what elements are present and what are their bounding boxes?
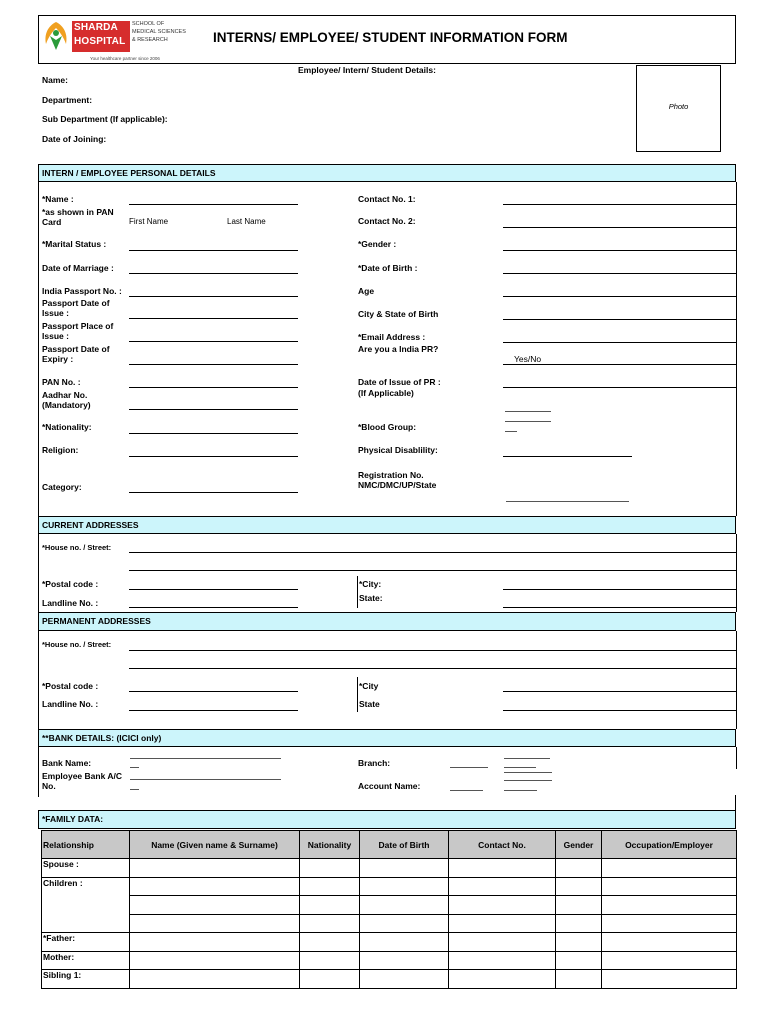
first-name-label: First Name xyxy=(129,217,169,226)
table-row xyxy=(42,896,737,915)
email-field[interactable] xyxy=(503,342,736,343)
photo-label: Photo xyxy=(668,102,689,111)
dash-line xyxy=(505,411,551,412)
table-cell[interactable] xyxy=(360,859,449,878)
table-cell[interactable] xyxy=(602,914,737,933)
left-border xyxy=(38,534,39,612)
current-landline-field[interactable] xyxy=(129,607,298,608)
column-header: Gender xyxy=(556,831,602,859)
registration-no-field[interactable] xyxy=(506,501,629,502)
dash-line xyxy=(504,780,552,781)
current-state-label: State: xyxy=(359,593,383,603)
contact2-label: Contact No. 2: xyxy=(358,216,416,226)
column-header: Nationality xyxy=(300,831,360,859)
column-divider xyxy=(357,677,358,712)
column-header: Occupation/Employer xyxy=(602,831,737,859)
details-section-label: Employee/ Intern/ Student Details: xyxy=(298,65,436,75)
relationship-cell: Sibling 1: xyxy=(42,970,130,989)
city-state-birth-field[interactable] xyxy=(503,319,736,320)
marital-status-field[interactable] xyxy=(129,250,298,251)
pan-no-field[interactable] xyxy=(129,387,298,388)
table-row xyxy=(42,933,737,952)
table-cell[interactable] xyxy=(449,877,556,896)
table-cell[interactable] xyxy=(300,859,360,878)
table-cell[interactable] xyxy=(602,877,737,896)
dob-field[interactable] xyxy=(503,273,736,274)
table-cell[interactable] xyxy=(602,970,737,989)
column-divider xyxy=(357,576,358,608)
passport-date-issue-label: Passport Date of Issue : xyxy=(42,298,110,318)
table-cell[interactable] xyxy=(602,896,737,915)
permanent-landline-label: Landline No. : xyxy=(42,699,99,709)
dash-line xyxy=(130,767,139,768)
age-field[interactable] xyxy=(503,296,736,297)
table-cell[interactable] xyxy=(360,970,449,989)
table-cell[interactable] xyxy=(556,859,602,878)
right-border xyxy=(736,747,737,769)
marital-status-label: *Marital Status : xyxy=(42,239,107,249)
current-landline-label: Landline No. : xyxy=(42,598,99,608)
permanent-state-label: State xyxy=(359,699,380,709)
table-cell[interactable] xyxy=(556,933,602,952)
nationality-label: *Nationality: xyxy=(42,422,92,432)
details-date-of-joining-label: Date of Joining: xyxy=(42,134,107,144)
dash-line xyxy=(505,421,551,422)
permanent-state-field[interactable] xyxy=(503,710,736,711)
india-pr-label: Are you a India PR? xyxy=(358,344,439,354)
dash-line xyxy=(505,431,517,432)
permanent-house-field[interactable] xyxy=(129,650,736,651)
hospital-logo xyxy=(42,18,186,64)
dash-line xyxy=(504,790,537,791)
name-label: *Name : xyxy=(42,194,74,204)
table-cell[interactable] xyxy=(449,970,556,989)
date-issue-pr-label: Date of Issue of PR : xyxy=(358,377,441,387)
table-cell[interactable] xyxy=(300,896,360,915)
city-state-birth-label: City & State of Birth xyxy=(358,309,439,319)
account-name-label: Account Name: xyxy=(358,781,421,791)
table-cell[interactable] xyxy=(360,933,449,952)
bank-name-field[interactable] xyxy=(130,758,281,759)
table-row xyxy=(42,859,737,878)
current-city-label: *City: xyxy=(359,579,382,589)
category-label: Category: xyxy=(42,482,82,492)
account-no-field[interactable] xyxy=(130,779,281,780)
branch-label: Branch: xyxy=(358,758,391,768)
date-of-marriage-label: Date of Marriage : xyxy=(42,263,114,273)
dash-line xyxy=(504,772,552,773)
left-border xyxy=(38,631,39,729)
logo-school-line3: & RESEARCH xyxy=(132,37,168,43)
logo-brand-line2: HOSPITAL xyxy=(74,36,126,47)
bank-name-label: Bank Name: xyxy=(42,758,92,768)
column-header: Name (Given name & Surname) xyxy=(130,831,300,859)
permanent-landline-field[interactable] xyxy=(129,710,298,711)
table-cell[interactable] xyxy=(300,914,360,933)
family-table-header xyxy=(42,831,737,859)
logo-school-text xyxy=(132,20,186,44)
bank-details-heading: **BANK DETAILS: (ICICI only) xyxy=(38,729,736,747)
relationship-cell xyxy=(42,914,130,933)
right-border xyxy=(736,182,737,516)
table-cell[interactable] xyxy=(130,877,300,896)
table-cell[interactable] xyxy=(602,951,737,970)
religion-label: Religion: xyxy=(42,445,79,455)
logo-school-line2: MEDICAL SCIENCES xyxy=(132,29,186,35)
permanent-address-heading: PERMANENT ADDRESSES xyxy=(38,612,736,631)
aadhar-field[interactable] xyxy=(129,409,298,410)
details-name-label: Name: xyxy=(42,75,68,85)
details-sub-department-label: Sub Department (If applicable): xyxy=(42,114,168,124)
table-row xyxy=(42,970,737,989)
blood-group-label: *Blood Group: xyxy=(358,422,417,432)
date-issue-pr-field[interactable] xyxy=(503,387,736,388)
table-cell[interactable] xyxy=(130,933,300,952)
permanent-house-field-line2[interactable] xyxy=(129,668,736,669)
table-cell[interactable] xyxy=(602,933,737,952)
pan-note-label: *as shown in PAN Card xyxy=(42,207,114,227)
passport-date-issue-field[interactable] xyxy=(129,318,298,319)
name-field[interactable] xyxy=(129,204,298,205)
dob-label: *Date of Birth : xyxy=(358,263,418,273)
current-house-field[interactable] xyxy=(129,552,736,553)
contact1-label: Contact No. 1: xyxy=(358,194,416,204)
current-house-field-line2[interactable] xyxy=(129,570,736,571)
permanent-postal-field[interactable] xyxy=(129,691,298,692)
email-label: *Email Address : xyxy=(358,332,426,342)
if-applicable-label: (If Applicable) xyxy=(358,388,414,398)
table-cell[interactable] xyxy=(449,914,556,933)
table-cell[interactable] xyxy=(130,970,300,989)
gender-field[interactable] xyxy=(503,250,736,251)
current-house-label: *House no. / Street: xyxy=(42,543,112,552)
hospital-logo-icon xyxy=(42,18,70,56)
logo-tagline: Your healthcare partner since 2006 xyxy=(90,56,160,61)
details-department-label: Department: xyxy=(42,95,93,105)
permanent-postal-label: *Postal code : xyxy=(42,681,99,691)
passport-date-expiry-field[interactable] xyxy=(129,364,298,365)
gender-label: *Gender : xyxy=(358,239,397,249)
relationship-cell xyxy=(42,896,130,915)
passport-place-issue-field[interactable] xyxy=(129,341,298,342)
relationship-cell: Spouse : xyxy=(42,859,130,878)
table-cell[interactable] xyxy=(556,970,602,989)
table-cell[interactable] xyxy=(300,970,360,989)
relationship-cell: *Father: xyxy=(42,933,130,952)
family-table xyxy=(41,830,737,989)
table-cell[interactable] xyxy=(449,896,556,915)
right-border xyxy=(735,795,736,810)
permanent-house-label: *House no. / Street: xyxy=(42,640,112,649)
column-header: Relationship xyxy=(42,831,130,859)
form-title: INTERNS/ EMPLOYEE/ STUDENT INFORMATION FORM xyxy=(213,30,568,45)
date-of-marriage-field[interactable] xyxy=(129,273,298,274)
last-name-label: Last Name xyxy=(227,217,266,226)
age-label: Age xyxy=(358,286,375,296)
table-row xyxy=(42,877,737,896)
permanent-city-label: *City xyxy=(359,681,379,691)
table-cell[interactable] xyxy=(360,951,449,970)
category-field[interactable] xyxy=(129,492,298,493)
contact1-field[interactable] xyxy=(503,204,736,205)
table-cell[interactable] xyxy=(360,877,449,896)
table-cell[interactable] xyxy=(556,896,602,915)
table-cell[interactable] xyxy=(360,896,449,915)
india-passport-label: India Passport No. : xyxy=(42,286,122,296)
personal-details-heading: INTERN / EMPLOYEE PERSONAL DETAILS xyxy=(38,164,736,182)
photo-box xyxy=(636,65,721,152)
physical-disability-label: Physical Disablility: xyxy=(358,445,438,455)
logo-school-line1: SCHOOL OF xyxy=(132,21,165,27)
india-pr-field[interactable] xyxy=(503,364,736,365)
current-address-heading: CURRENT ADDRESSES xyxy=(38,516,736,534)
table-cell[interactable] xyxy=(602,859,737,878)
table-row xyxy=(42,914,737,933)
right-border xyxy=(736,631,737,729)
left-border xyxy=(38,182,39,516)
branch-field[interactable] xyxy=(450,767,488,768)
india-pr-yes-no[interactable]: Yes/No xyxy=(514,354,542,364)
nationality-field[interactable] xyxy=(129,433,298,434)
table-cell[interactable] xyxy=(449,951,556,970)
relationship-cell: Children : xyxy=(42,877,130,896)
logo-brand-block xyxy=(72,21,130,52)
table-cell[interactable] xyxy=(449,859,556,878)
table-cell[interactable] xyxy=(130,896,300,915)
table-cell[interactable] xyxy=(556,914,602,933)
passport-place-issue-label: Passport Place of Issue : xyxy=(42,321,114,341)
dash-line xyxy=(504,758,550,759)
table-row xyxy=(42,951,737,970)
contact2-field[interactable] xyxy=(503,227,736,228)
table-cell[interactable] xyxy=(130,859,300,878)
india-passport-field[interactable] xyxy=(129,296,298,297)
registration-bodies-label: NMC/DMC/UP/State xyxy=(358,480,437,490)
right-border xyxy=(736,534,737,612)
table-cell[interactable] xyxy=(360,914,449,933)
family-data-heading: *FAMILY DATA: xyxy=(38,810,736,829)
table-cell[interactable] xyxy=(300,951,360,970)
dash-line xyxy=(504,767,536,768)
permanent-city-field[interactable] xyxy=(503,691,736,692)
account-name-field[interactable] xyxy=(450,790,483,791)
column-header: Date of Birth xyxy=(360,831,449,859)
table-cell[interactable] xyxy=(300,877,360,896)
registration-no-label: Registration No. xyxy=(358,470,424,480)
relationship-cell: Mother: xyxy=(42,951,130,970)
left-border xyxy=(38,747,39,797)
religion-field[interactable] xyxy=(129,456,298,457)
pan-no-label: PAN No. : xyxy=(42,377,81,387)
current-state-field[interactable] xyxy=(503,607,736,608)
table-cell[interactable] xyxy=(300,933,360,952)
column-header: Contact No. xyxy=(449,831,556,859)
aadhar-label: Aadhar No. (Mandatory) xyxy=(42,390,91,410)
dash-line xyxy=(130,789,139,790)
current-postal-field[interactable] xyxy=(129,589,298,590)
account-no-label: Employee Bank A/C No. xyxy=(42,771,122,791)
passport-date-expiry-label: Passport Date of Expiry : xyxy=(42,344,110,364)
current-city-field[interactable] xyxy=(503,589,736,590)
table-cell[interactable] xyxy=(130,951,300,970)
logo-brand-line1: SHARDA xyxy=(74,22,118,33)
table-cell[interactable] xyxy=(556,877,602,896)
table-cell[interactable] xyxy=(556,951,602,970)
current-postal-label: *Postal code : xyxy=(42,579,99,589)
physical-disability-field[interactable] xyxy=(503,456,632,457)
table-cell[interactable] xyxy=(449,933,556,952)
table-cell[interactable] xyxy=(130,914,300,933)
